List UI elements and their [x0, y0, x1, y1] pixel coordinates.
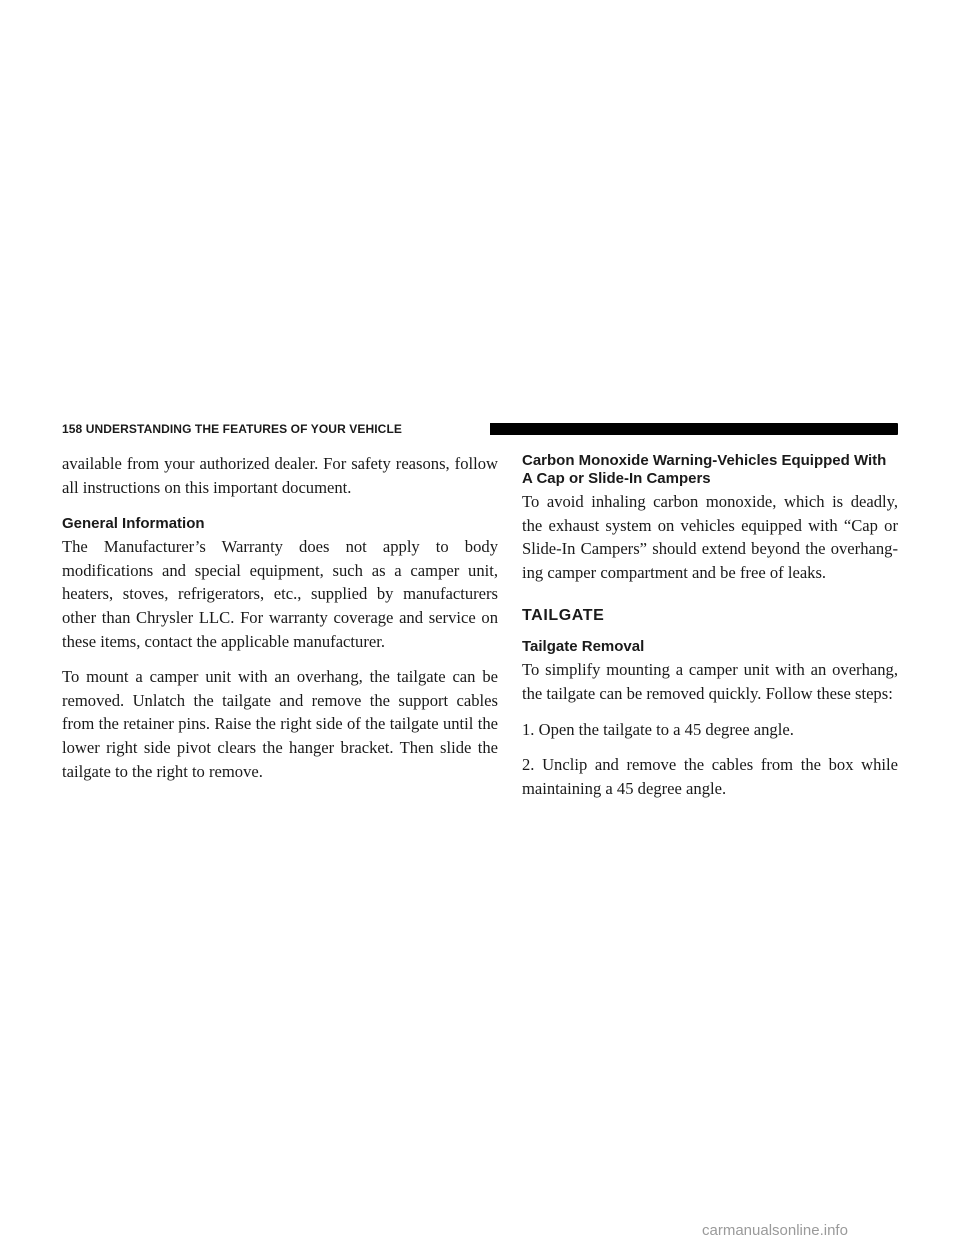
- page-header: [62, 422, 898, 436]
- tailgate-removal-paragraph: To simplify mounting a camper unit with an overhang, the tailgate can be removed quickly. Follow these steps:: [522, 660, 898, 703]
- page-number-and-chapter: 158 UNDERSTANDING THE FEATURES OF YOUR VEHICLE: [62, 422, 402, 436]
- section-heading-general-information: General Information: [62, 515, 205, 533]
- camper-mount-paragraph: To mount a camper unit with an overhang, the tailgate can be removed. Unlatch the tailgate and remove the support cables from the retainer pins. Raise the right side of the tailgate until the lower right side pivot clears the hanger bracket. Then slide the tailgate to the right to remove.: [62, 667, 498, 781]
- right-column: [522, 452, 898, 812]
- watermark-link[interactable]: carmanualsonline.info: [702, 1222, 848, 1239]
- step-1: 1. Open the tailgate to a 45 degree angle.: [522, 719, 794, 739]
- header-bar: [490, 423, 898, 435]
- left-column: [62, 452, 498, 795]
- section-heading-carbon-monoxide: Carbon Monoxide Warning-Vehicles Equipped With A Cap or Slide-In Campers: [522, 452, 887, 487]
- step-2: 2. Unclip and remove the cables from the box while maintaining a 45 degree angle.: [522, 755, 898, 798]
- warranty-paragraph: The Manufacturer’s Warranty does not apply to body modifications and special equipment, such as a camper unit, heaters, stoves, refrigerators, etc., supplied by manufacturers other than Chrysler LLC. For warranty coverage and service on these items, contact the applicable manufacturer.: [62, 537, 498, 651]
- continued-paragraph: available from your authorized dealer. For safety reasons, follow all instructions on this important document.: [62, 454, 498, 497]
- section-heading-tailgate-removal: Tailgate Removal: [522, 638, 645, 656]
- chapter-heading-tailgate: TAILGATE: [522, 607, 605, 625]
- carbon-monoxide-paragraph: To avoid inhaling carbon monoxide, which is deadly, the exhaust system on vehicles equipped with “Cap or Slide-In Campers” should extend beyond the overhanging camper compartment and be free of leaks.: [522, 492, 898, 582]
